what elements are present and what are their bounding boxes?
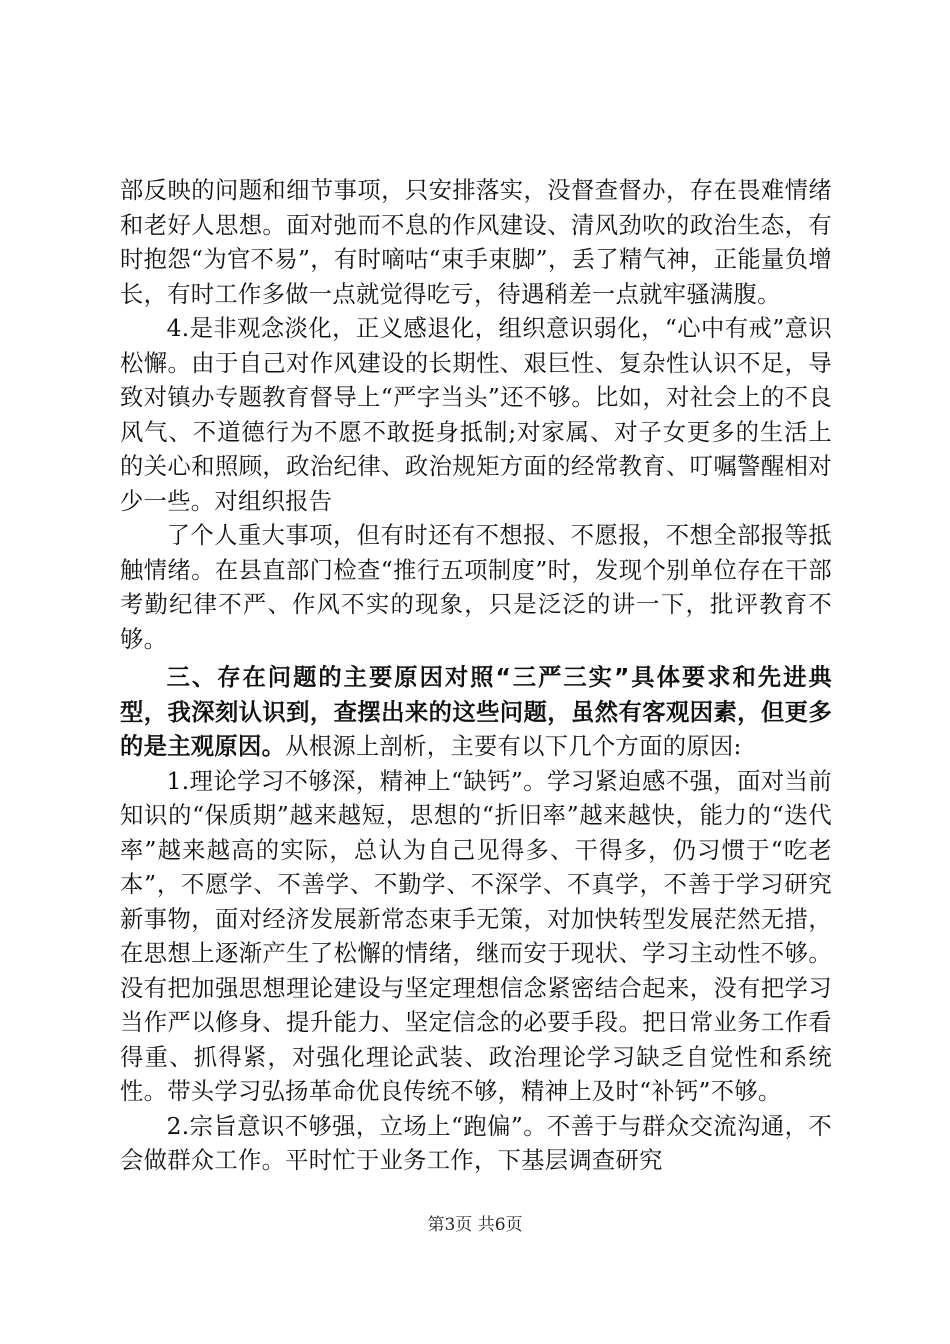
paragraph-item-4: 4.是非观念淡化，正义感退化，组织意识弱化，“心中有戒”意识松懈。由于自己对作风建设的长期性、艰巨性、复杂性认识不足，导致对镇办专题教育督导上“严字当头”还不够。比如，对社会上的不良风气、不道德行为不愿不敢挺身抵制;对家属、对子女更多的生活上的关心和照顾，政治纪律、政治规矩方面的经常教育、叮嘱警醒相对少一些。对组织报告	[120, 315, 832, 515]
paragraph-report-continuation: 了个人重大事项，但有时还有不想报、不愿报，不想全部报等抵触情绪。在县直部门检查“推行五项制度”时，发现个别单位存在干部考勤纪律不严、作风不实的现象，只是泛泛的讲一下，批评教育不够。	[120, 522, 832, 653]
section-heading-tail-text: 从根源上剖析，主要有以下几个方面的原因:	[285, 733, 742, 760]
paragraph-item-2: 2.宗旨意识不够强，立场上“跑偏”。不善于与群众交流沟通，不会做群众工作。平时忙于业务工作，下基层调查研究	[120, 1112, 832, 1174]
section-heading-bold-text: 三、存在问题的主要原因对照“三严三实”具体要求和先进典型，我深刻认识到，查摆出来的这些问题，虽然有客观因素，但更多的是主观原因。	[120, 664, 832, 760]
paragraph-item-1: 1.理论学习不够深，精神上“缺钙”。学习紧迫感不强，面对当前知识的“保质期”越来越短，思想的“折旧率”越来越快，能力的“迭代率”越来越高的实际，总认为自己见得多、干得多，仍习惯于“吃老本”，不愿学、不善学、不勤学、不深学、不真学，不善于学习研究新事物，面对经济发展新常态束手无策，对加快转型发展茫然无措，在思想上逐渐产生了松懈的情绪，继而安于现状、学习主动性不够。没有把加强思想理论建设与坚定理想信念紧密结合起来，没有把学习当作严以修身、提升能力、坚定信念的必要手段。把日常业务工作看得重、抓得紧，对强化理论武装、政治理论学习缺乏自觉性和系统性。带头学习弘扬革命优良传统不够，精神上及时“补钙”不够。	[120, 767, 832, 1105]
section-heading-three	[120, 661, 832, 765]
document-body	[120, 174, 832, 1179]
paragraph-continuation: 部反映的问题和细节事项，只安排落实，没督查督办，存在畏难情绪和老好人思想。面对弛而不息的作风建设、清风劲吹的政治生态，有时抱怨“为官不易”，有时嘀咕“束手束脚”，丢了精气神，正能量负增长，有时工作多做一点就觉得吃亏，待遇稍差一点就牢骚满腹。	[120, 177, 832, 308]
page-number-footer: 第3页 共6页	[427, 1215, 523, 1235]
